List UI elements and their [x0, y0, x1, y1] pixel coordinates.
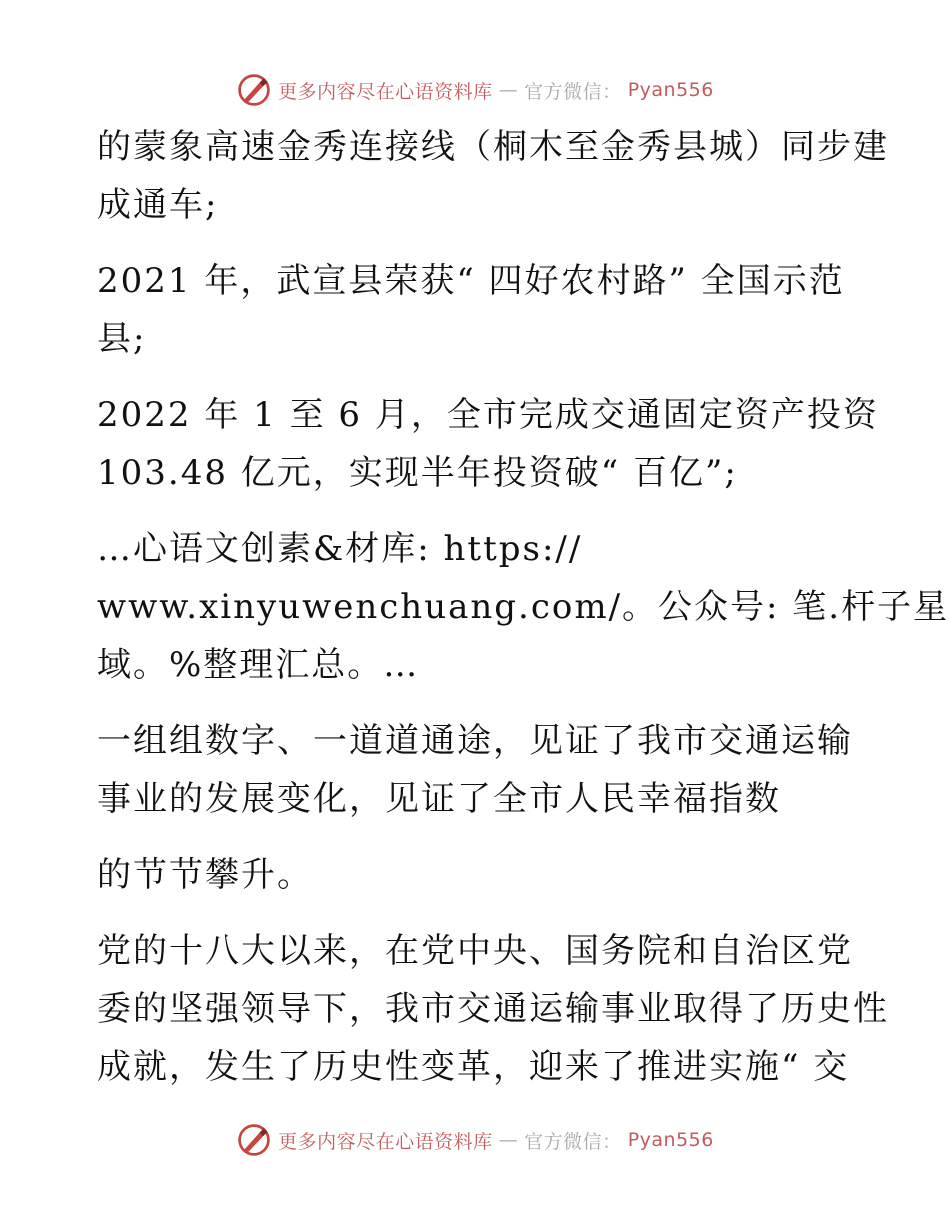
text-line: 事业的发展变化，见证了全市人民幸福指数 [97, 779, 781, 819]
paragraph [97, 252, 857, 368]
paragraph [97, 846, 857, 904]
page-footer-watermark [0, 1118, 950, 1162]
watermark-site-text: 更多内容尽在心语资料库 [278, 80, 493, 103]
watermark-site-text: 更多内容尽在心语资料库 [278, 1130, 493, 1153]
text-line: 域。%整理汇总。… [97, 645, 420, 685]
watermark-wechat-id: Pyan556 [627, 79, 714, 101]
paragraph [97, 386, 879, 502]
paragraph [97, 118, 889, 234]
watermark-dash: — [498, 1129, 519, 1151]
text-line: 的蒙象高速金秀连接线（桐木至金秀县城）同步建 [97, 127, 889, 167]
paragraph [97, 520, 950, 694]
watermark [236, 72, 714, 108]
text-line: www.xinyuwenchuang.com/。公众号: 笔.杆子星 [97, 587, 950, 627]
watermark-dash: — [498, 79, 519, 101]
watermark-wechat-id: Pyan556 [627, 1129, 714, 1151]
pen-logo-icon [236, 72, 272, 108]
text-line: 县; [97, 319, 147, 359]
watermark-wechat-label: 官方微信： [524, 80, 622, 103]
text-line: 委的坚强领导下，我市交通运输事业取得了历史性 [97, 989, 889, 1029]
text-line: 103.48 亿元，实现半年投资破“ 百亿”; [97, 453, 738, 493]
text-line: 成通车; [97, 185, 219, 225]
text-line: 2022 年 1 至 6 月，全市完成交通固定资产投资 [97, 395, 879, 435]
watermark [236, 1122, 714, 1158]
text-line: 的节节攀升。 [97, 855, 313, 895]
text-line: 2021 年，武宣县荣获“ 四好农村路” 全国示范 [97, 261, 845, 301]
text-line: …心语文创素&材库: https:// [97, 529, 583, 569]
paragraph [97, 922, 889, 1096]
text-line: 一组组数字、一道道通途，见证了我市交通运输 [97, 721, 853, 761]
text-line: 党的十八大以来，在党中央、国务院和自治区党 [97, 931, 853, 971]
pen-logo-icon [236, 1122, 272, 1158]
paragraph [97, 712, 857, 828]
text-line: 成就，发生了历史性变革，迎来了推进实施“ 交 [97, 1047, 850, 1087]
page-header-watermark [0, 68, 950, 112]
watermark-wechat-label: 官方微信： [524, 1130, 622, 1153]
document-body [97, 118, 950, 1096]
